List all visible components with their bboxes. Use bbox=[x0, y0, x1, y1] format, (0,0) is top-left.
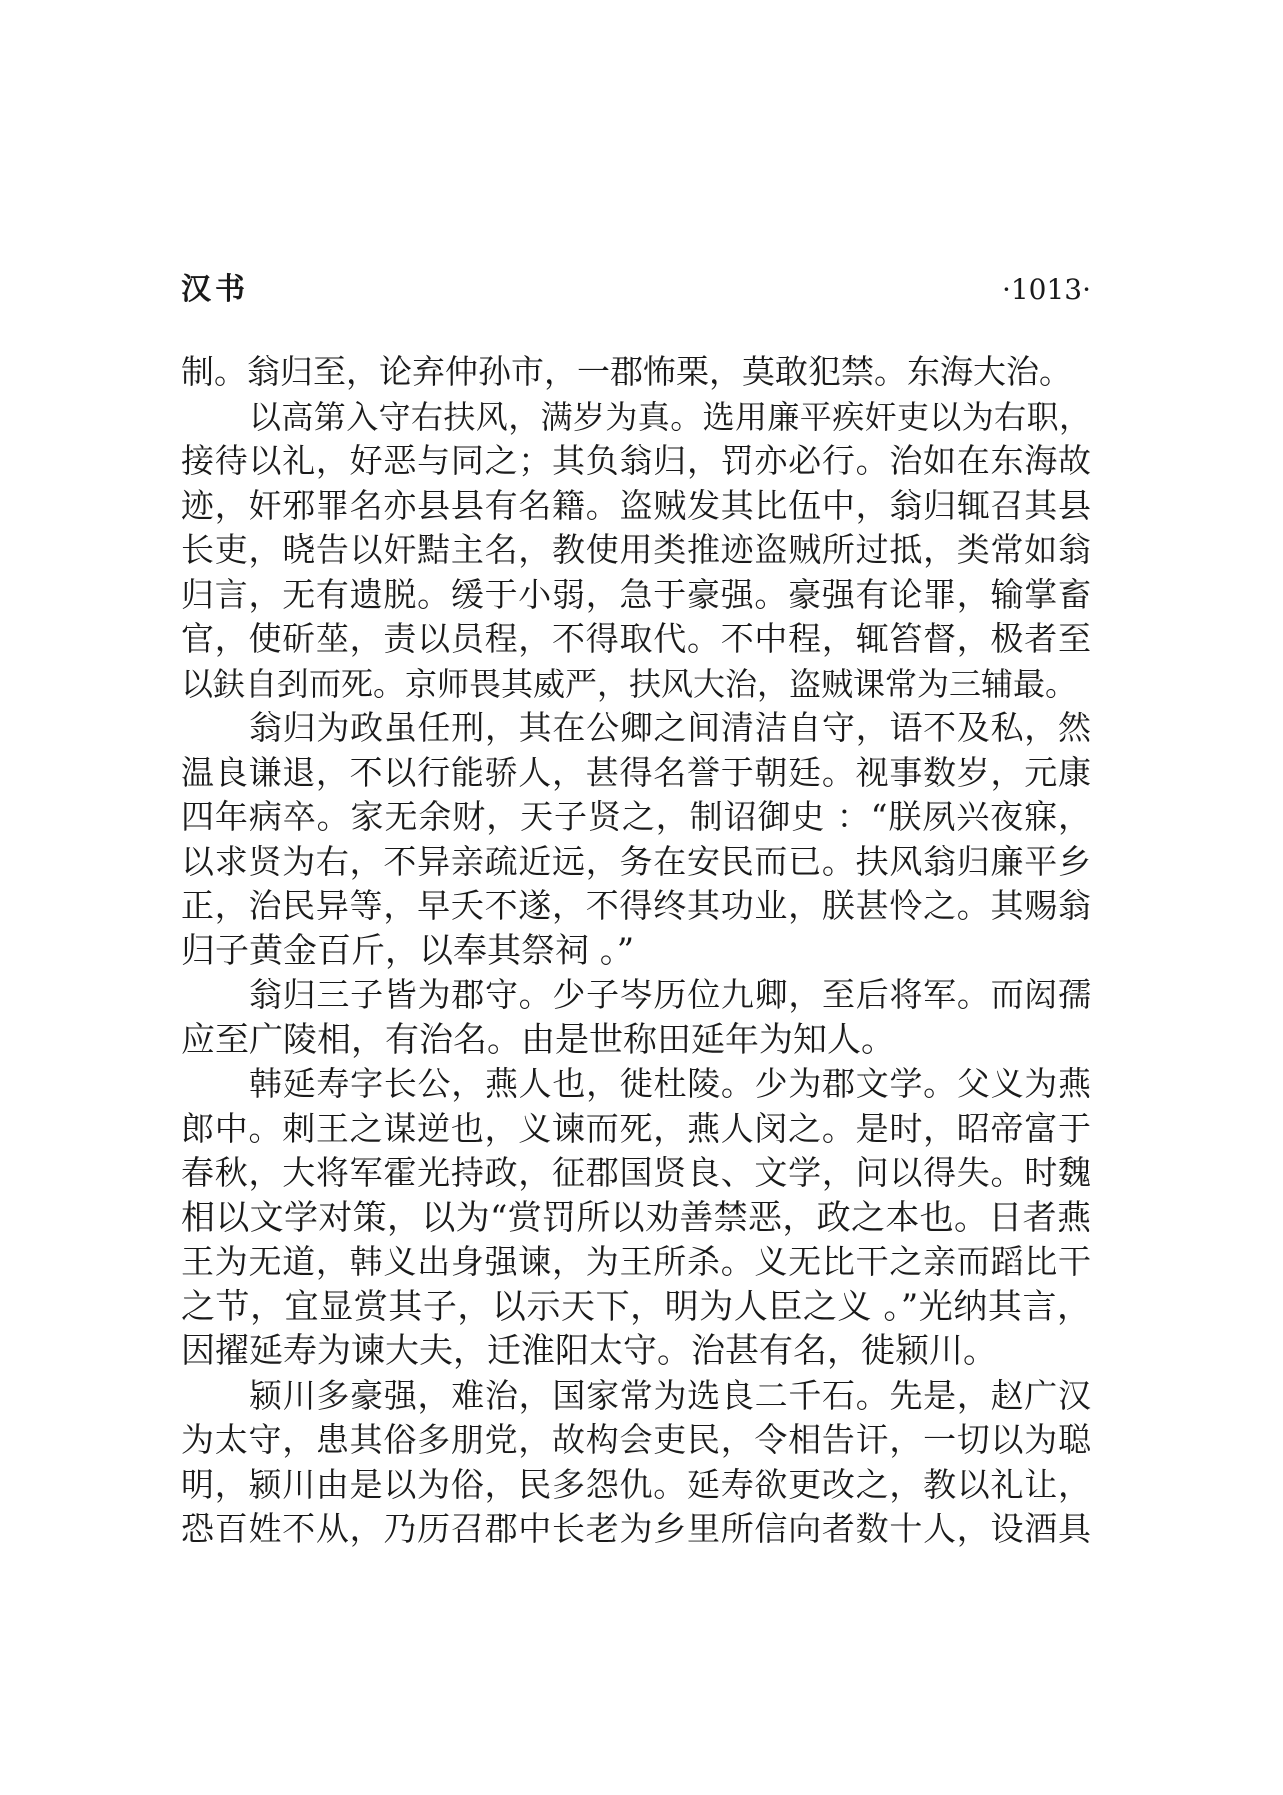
text-line: 翁归为政虽任刑，其在公卿之间清洁自守，语不及私，然 bbox=[249, 708, 1091, 747]
text-line: 为太守，患其俗多朋党，故构会吏民，令相告讦，一切以为聪 bbox=[181, 1420, 1091, 1459]
text-line: 春秋，大将军霍光持政，征郡国贤良、文学，问以得失。时魏 bbox=[181, 1153, 1091, 1192]
text-line: 韩延寿字长公，燕人也，徙杜陵。少为郡文学。父义为燕 bbox=[249, 1064, 1091, 1103]
text-line: 接待以礼，好恶与同之；其负翁归，罚亦必行。治如在东海故 bbox=[181, 441, 1091, 480]
page-number: ·1013· bbox=[1001, 273, 1091, 306]
book-title: 汉书 bbox=[181, 272, 249, 307]
text-line: 温良谦退，不以行能骄人，甚得名誉于朝廷。视事数岁，元康 bbox=[181, 752, 1091, 792]
text-line: 相以文学对策，以为“赏罚所以劝善禁恶，政之本也。日者燕 bbox=[181, 1197, 1091, 1238]
text-line: 官，使斫莝，责以员程，不得取代。不中程，辄笞督，极者至 bbox=[181, 619, 1091, 658]
text-line: 明，颍川由是以为俗，民多怨仇。延寿欲更改之，教以礼让， bbox=[181, 1464, 1091, 1504]
running-header bbox=[181, 268, 1091, 312]
text-line: 长吏，晓告以奸黠主名，教使用类推迹盗贼所过抵，类常如翁 bbox=[181, 530, 1091, 569]
text-line: 恐百姓不从，乃历召郡中长老为乡里所信向者数十人，设酒具 bbox=[181, 1509, 1091, 1548]
text-line: 翁归三子皆为郡守。少子岑历位九卿，至后将军。而闳孺 bbox=[249, 975, 1091, 1014]
text-line: 之节，宜显赏其子，以示天下，明为人臣之义 。”光纳其言， bbox=[181, 1286, 1091, 1327]
text-line: 颍川多豪强，难治，国家常为选良二千石。先是，赵广汉 bbox=[249, 1375, 1091, 1415]
text-line: 以高第入守右扶风，满岁为真。选用廉平疾奸吏以为右职， bbox=[249, 397, 1091, 436]
text-line: 正，治民异等，早夭不遂，不得终其功业，朕甚怜之。其赐翁 bbox=[181, 886, 1091, 925]
text-line: 迹，奸邪罪名亦县县有名籍。盗贼发其比伍中，翁归辄召其县 bbox=[181, 485, 1091, 525]
text-line: 因擢延寿为谏大夫，迁淮阳太守。治甚有名，徙颍川。 bbox=[181, 1331, 997, 1371]
text-line: 以鈇自刭而死。京师畏其威严，扶风大治，盗贼课常为三辅最。 bbox=[181, 664, 1078, 703]
body-text bbox=[181, 350, 1091, 1552]
text-line: 郎中。刺王之谋逆也，义谏而死，燕人闵之。是时，昭帝富于 bbox=[181, 1108, 1091, 1148]
text-line: 归言，无有遗脱。缓于小弱，急于豪强。豪强有论罪，输掌畜 bbox=[181, 574, 1091, 614]
text-line: 归子黄金百斤，以奉其祭祠 。” bbox=[181, 930, 635, 971]
text-line: 以求贤为右，不异亲疏近远，务在安民而已。扶风翁归廉平乡 bbox=[181, 841, 1091, 881]
text-line: 制。翁归至，论弃仲孙市，一郡怖栗，莫敢犯禁。东海大治。 bbox=[181, 352, 1072, 391]
text-line: 四年病卒。家无余财，天子贤之，制诏御史 ：“朕夙兴夜寐， bbox=[181, 797, 1091, 836]
text-line: 应至广陵相，有治名。由是世称田延年为知人。 bbox=[181, 1019, 895, 1060]
text-line: 王为无道，韩义出身强谏，为王所杀。义无比干之亲而蹈比干 bbox=[181, 1242, 1091, 1281]
